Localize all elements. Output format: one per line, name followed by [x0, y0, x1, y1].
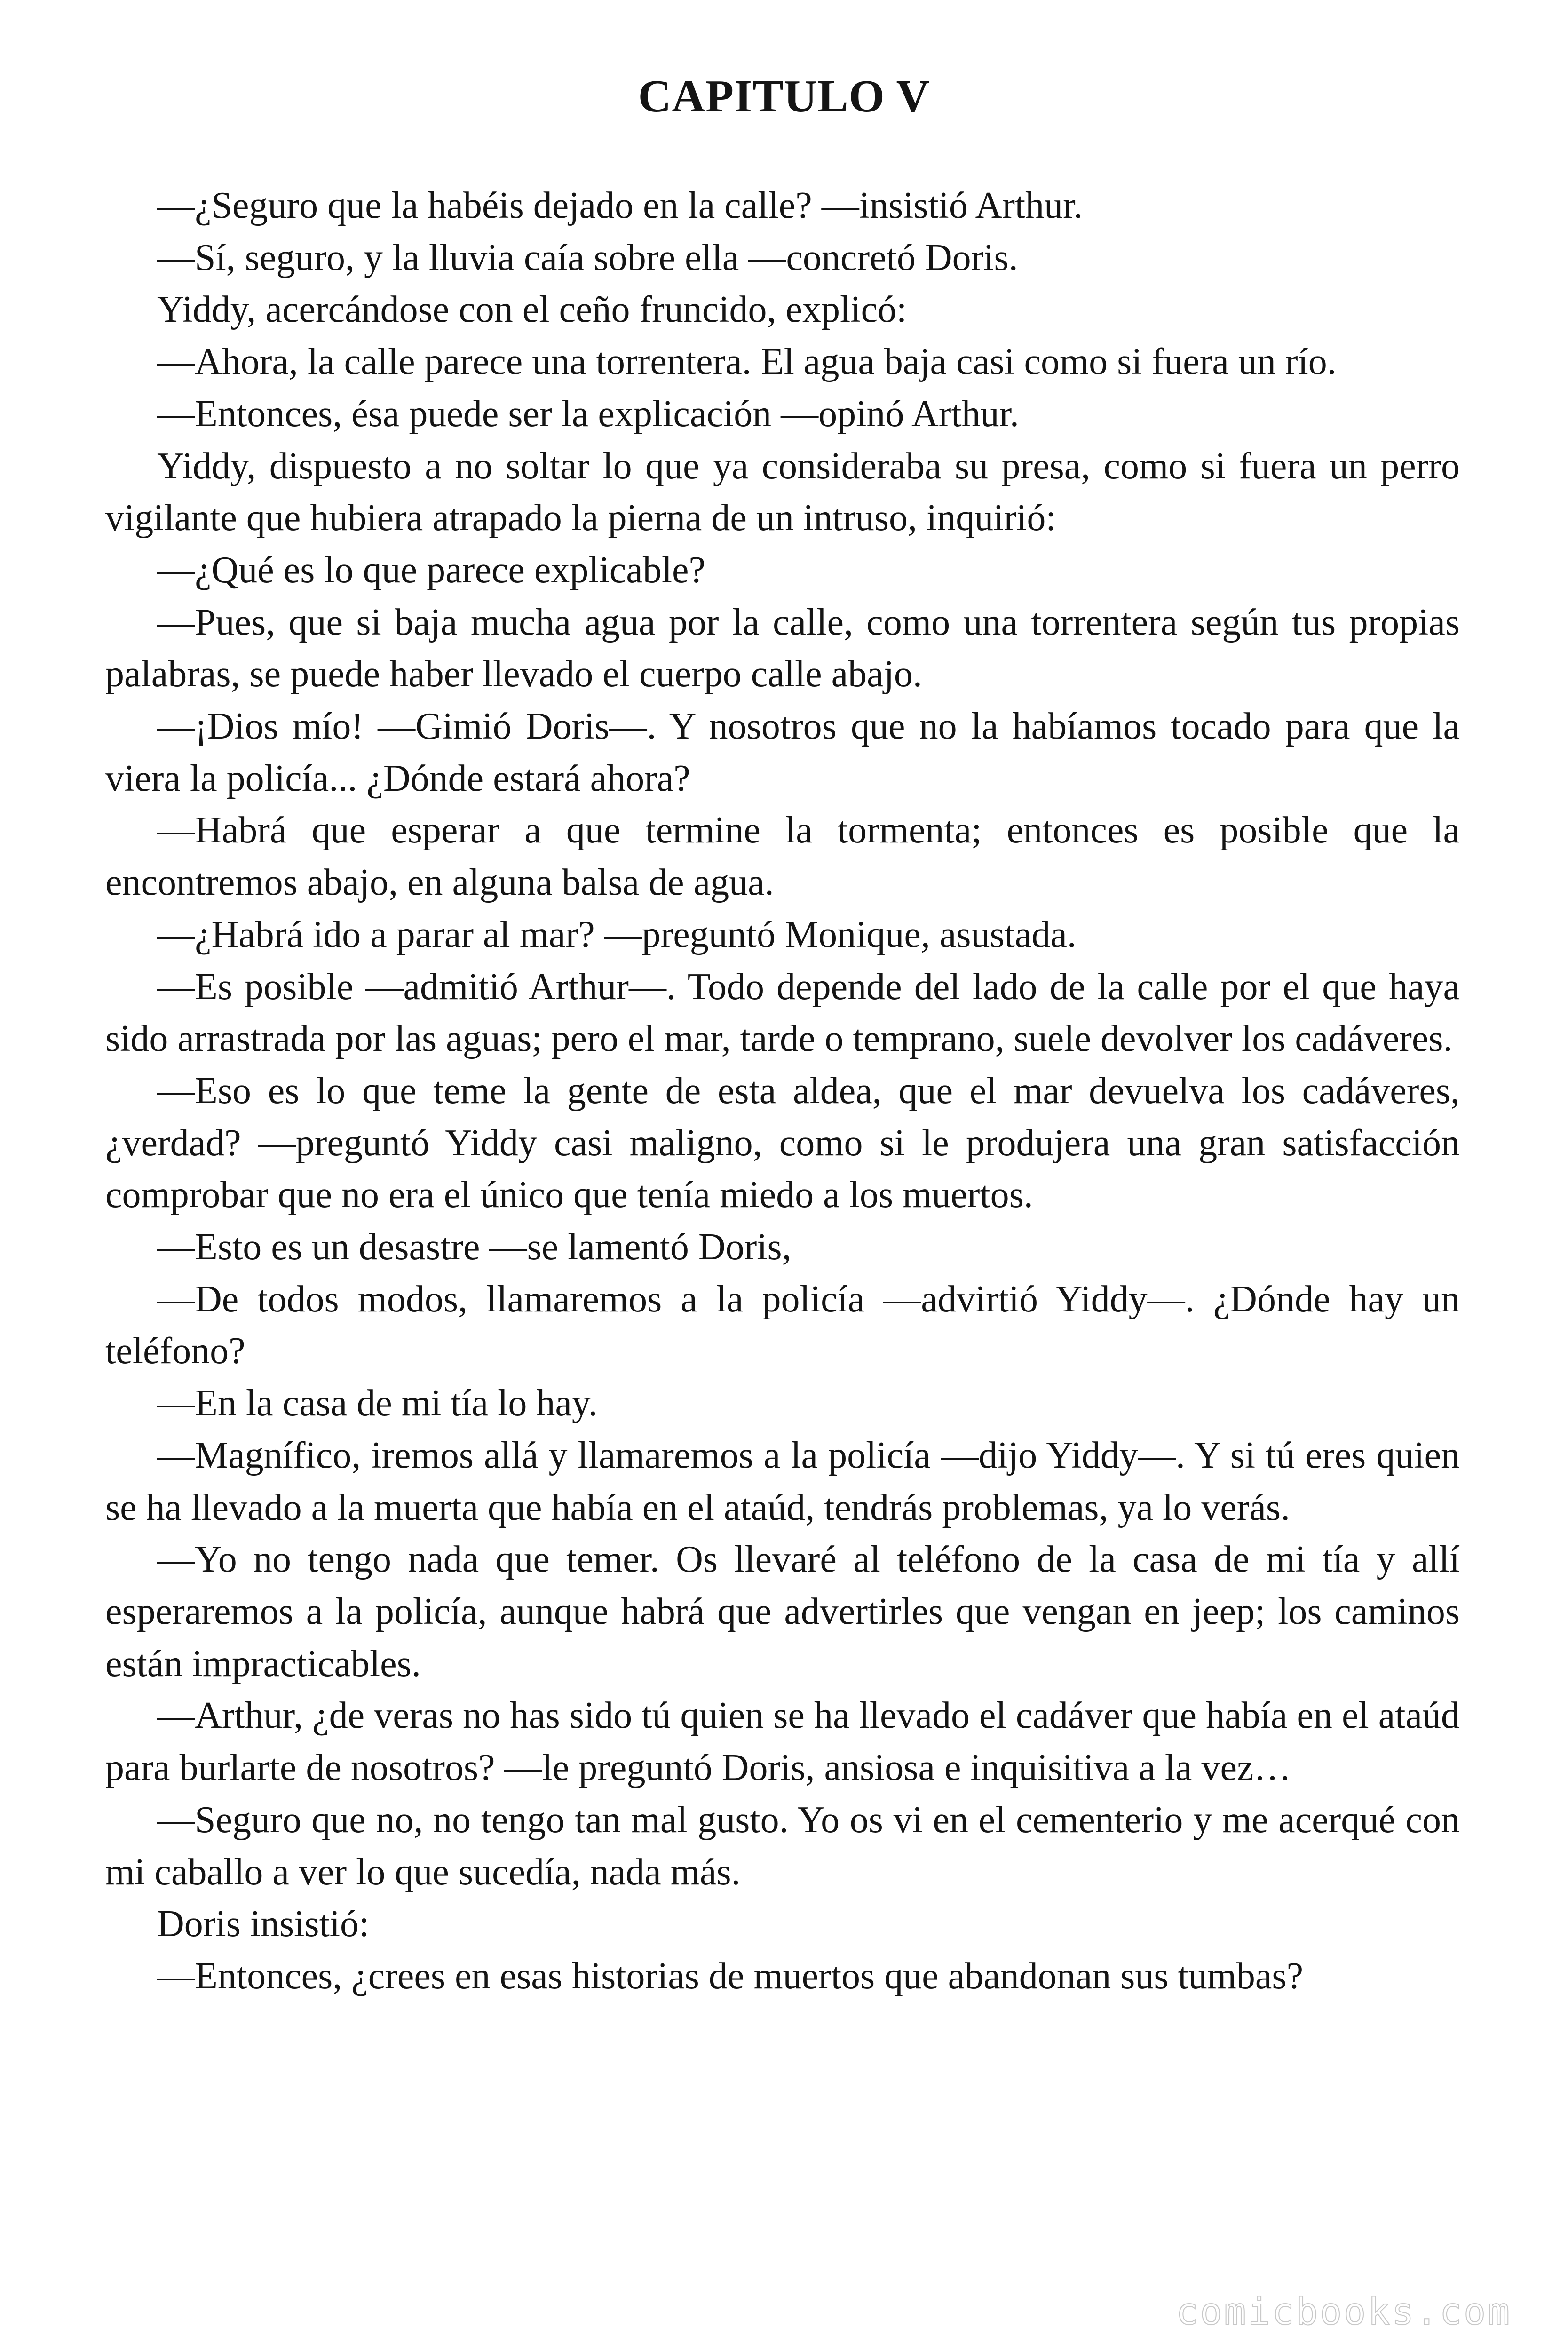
paragraph: —¿Seguro que la habéis dejado en la calle? —insistió Arthur.: [157, 185, 1083, 226]
paragraph: —Arthur, ¿de veras no has sido tú quien se ha llevado el cadáver que había en el ataúd para burlarte de nosotros? —le preguntó Doris, ansiosa e inquisitiva a la vez…: [105, 1695, 1460, 1789]
paragraph: —Eso es lo que teme la gente de esta aldea, que el mar devuelva los cadáveres, ¿verdad? —preguntó Yiddy casi maligno, como si le produjera una gran satisfacción comprobar que no era el único que tenía miedo a los muertos.: [105, 1070, 1460, 1216]
paragraph: —Ahora, la calle parece una torrentera. El agua baja casi como si fuera un río.: [157, 341, 1337, 383]
paragraph: —En la casa de mi tía lo hay.: [157, 1383, 598, 1424]
chapter-body: [105, 180, 1460, 2002]
paragraph: Yiddy, acercándose con el ceño fruncido, explicó:: [157, 289, 907, 331]
paragraph: —¿Habrá ido a parar al mar? —preguntó Monique, asustada.: [157, 914, 1077, 955]
paragraph: Yiddy, dispuesto a no soltar lo que ya consideraba su presa, como si fuera un perro vigilante que hubiera atrapado la pierna de un intruso, inquirió:: [105, 445, 1460, 539]
paragraph: —Esto es un desastre —se lamentó Doris,: [157, 1226, 792, 1268]
paragraph: —¡Dios mío! —Gimió Doris—. Y nosotros que no la habíamos tocado para que la viera la policía... ¿Dónde estará ahora?: [105, 706, 1460, 799]
paragraph: —Habrá que esperar a que termine la tormenta; entonces es posible que la encontremos abajo, en alguna balsa de agua.: [105, 810, 1460, 904]
paragraph: —¿Qué es lo que parece explicable?: [157, 549, 706, 591]
paragraph: —Entonces, ésa puede ser la explicación —opinó Arthur.: [157, 393, 1019, 435]
paragraph: —De todos modos, llamaremos a la policía —advirtió Yiddy—. ¿Dónde hay un teléfono?: [105, 1278, 1460, 1372]
paragraph: —Es posible —admitió Arthur—. Todo depende del lado de la calle por el que haya sido arrastrada por las aguas; pero el mar, tarde o temprano, suele devolver los cadáveres.: [105, 966, 1460, 1060]
paragraph: —Seguro que no, no tengo tan mal gusto. Yo os vi en el cementerio y me acerqué con mi caballo a ver lo que sucedía, nada más.: [105, 1799, 1460, 1893]
watermark-logo: comicbooks.com: [1176, 2291, 1512, 2333]
paragraph: —Entonces, ¿crees en esas historias de muertos que abandonan sus tumbas?: [157, 1955, 1304, 1997]
paragraph: Doris insistió:: [157, 1903, 370, 1945]
paragraph: —Magnífico, iremos allá y llamaremos a la policía —dijo Yiddy—. Y si tú eres quien se ha llevado a la muerta que había en el ataúd, tendrás problemas, ya lo verás.: [105, 1434, 1460, 1528]
paragraph: —Sí, seguro, y la lluvia caía sobre ella —concretó Doris.: [157, 237, 1018, 278]
paragraph: —Yo no tengo nada que temer. Os llevaré al teléfono de la casa de mi tía y allí esperaremos a la policía, aunque habrá que advertirles que vengan en jeep; los caminos están impracticables.: [105, 1539, 1460, 1685]
paragraph: —Pues, que si baja mucha agua por la calle, como una torrentera según tus propias palabras, se puede haber llevado el cuerpo calle abajo.: [105, 601, 1460, 695]
chapter-title: CAPITULO V: [638, 71, 930, 122]
